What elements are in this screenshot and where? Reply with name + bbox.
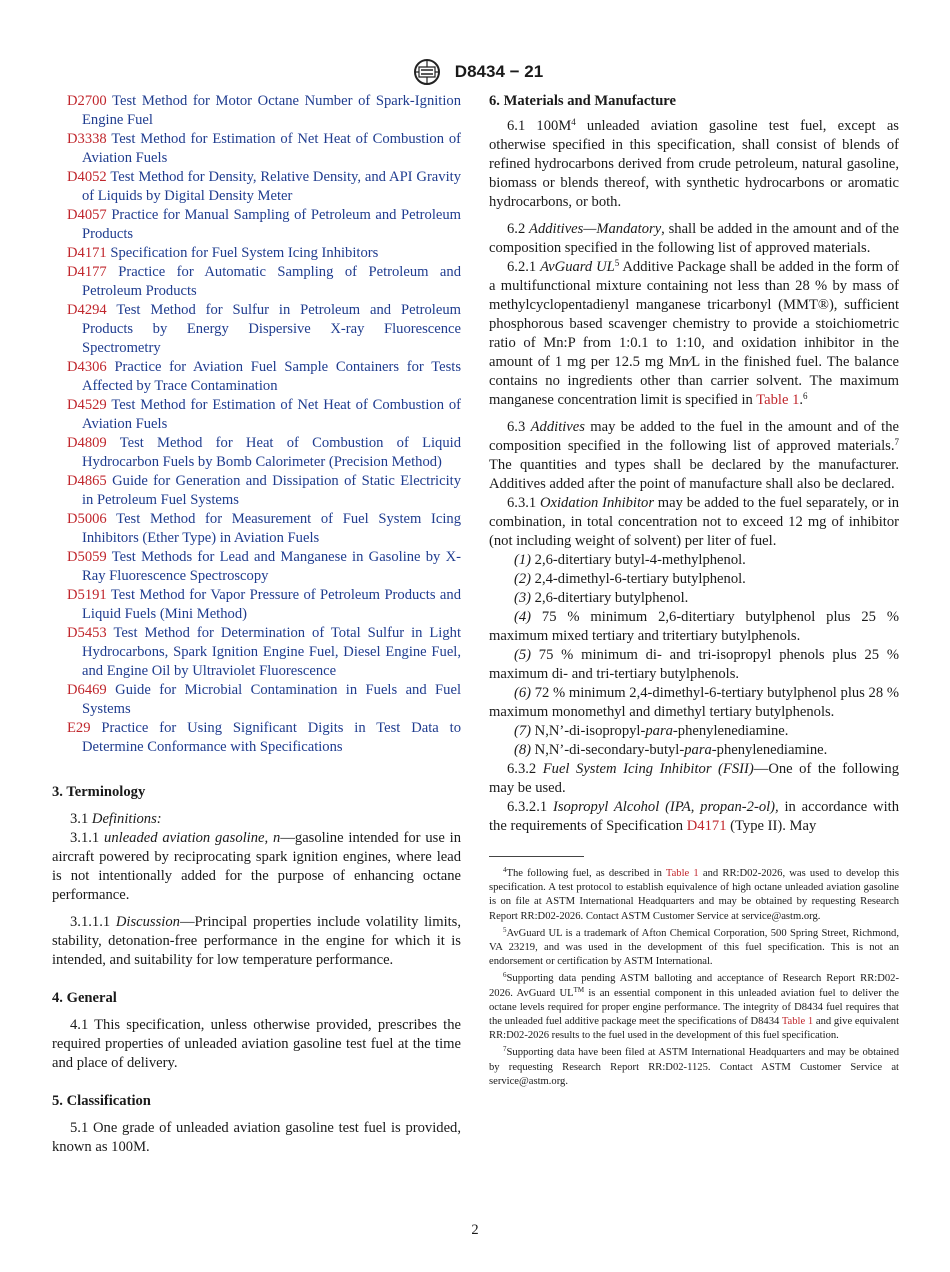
reference-item[interactable] <box>52 396 461 434</box>
reference-title[interactable]: Practice for Manual Sampling of Petroleum and Petroleum Products <box>82 207 461 242</box>
footnote-6: $^6$Supporting data pending ASTM balloting and acceptance of Research Report RR:D02-2026. AvGuard UL™ is an essential component in this unleaded aviation fuel to deliver the octane levels required for proper engine performance. The integrity of D8434 fuel requires that the unleaded fuel additive package meet the specifications of D8434 Table 1 and give equivalent RR:D02-2026 results to the fuel used in the development of this fuel specification. <box>489 971 900 1042</box>
footnote-7: $^7$Supporting data have been filed at ASTM International Headquarters and may be obtained by requesting Research Report RR:D02-1125. Contact ASTM Customer Service at service@astm.org. <box>489 1045 899 1087</box>
terminology-heading: 3. Terminology <box>52 784 146 800</box>
page-number: 2 <box>471 1222 479 1238</box>
reference-title[interactable]: Test Method for Estimation of Net Heat of Combustion of Aviation Fuels <box>82 131 461 166</box>
inhibitor-item-6: (6) 72 % minimum 2,4-dimethyl-6-tertiary butylphenol plus 28 % maximum monomethyl and dimethyl tertiary butylphenols. <box>489 685 899 720</box>
inhibitor-item-4: (4) 75 % minimum 2,6-ditertiary butylphenol plus 25 % maximum mixed tertiary and tritertiary butylphenols. <box>489 609 899 644</box>
inhibitor-item-5: (5) 75 % minimum di- and tri-isopropyl phenols plus 25 % maximum di- and tri-tertiary butylphenols. <box>489 647 899 682</box>
reference-item[interactable] <box>52 719 461 757</box>
table-1-link[interactable]: Table 1 <box>756 392 800 408</box>
para-6-3: 6.3 Additives may be added to the fuel in the amount and of the composition specified in the following list of approved materials.$^7$ The quantities and types shall be declared by the manufacturer. Additives added after the point of manufacture shall also be declared. <box>489 419 899 492</box>
inhibitor-item-3: (3) 2,6-ditertiary butylphenol. <box>514 590 689 606</box>
document-number: D8434 − 21 <box>454 62 544 81</box>
reference-title[interactable]: Test Method for Sulfur in Petroleum and Petroleum Products by Energy Dispersive X-ray Fluorescence Spectrometry <box>82 302 461 356</box>
reference-title[interactable]: Guide for Microbial Contamination in Fuels and Fuel Systems <box>82 682 461 717</box>
reference-title[interactable]: Practice for Automatic Sampling of Petroleum and Petroleum Products <box>82 264 462 299</box>
reference-item[interactable] <box>52 168 461 206</box>
reference-title[interactable]: Test Method for Vapor Pressure of Petroleum Products and Liquid Fuels (Mini Method) <box>82 587 461 622</box>
referenced-documents-list <box>52 92 461 757</box>
reference-item[interactable] <box>52 130 461 168</box>
reference-item[interactable] <box>52 434 461 472</box>
reference-item[interactable] <box>52 586 461 624</box>
reference-item[interactable] <box>52 358 461 396</box>
reference-title[interactable]: Practice for Aviation Fuel Sample Containers for Tests Affected by Trace Contamination <box>82 359 461 394</box>
reference-code[interactable]: D5006 <box>67 511 107 527</box>
para-3-1-1: 3.1.1 unleaded aviation gasoline, n—gasoline intended for use in aircraft powered by reciprocating spark ignition engines, where lead is not intentionally added for the purpose of enhancing octane performance. <box>52 830 461 903</box>
reference-item[interactable] <box>52 244 461 263</box>
para-6-3-2: 6.3.2 Fuel System Icing Inhibitor (FSII)—One of the following may be used. <box>489 761 899 796</box>
reference-code[interactable]: D6469 <box>67 682 107 698</box>
footnote6-table-1-link[interactable]: Table 1 <box>781 1016 814 1028</box>
right-column <box>489 92 899 1092</box>
reference-title[interactable]: Guide for Generation and Dissipation of Static Electricity in Petroleum Fuel Systems <box>82 473 461 508</box>
inhibitor-item-7: (7) N,N’-di-isopropyl-para-phenylenediamine. <box>514 723 789 739</box>
inhibitor-item-2: (2) 2,4-dimethyl-6-tertiary butylphenol. <box>514 571 746 587</box>
reference-title[interactable]: Test Method for Motor Octane Number of Spark-Ignition Engine Fuel <box>82 93 461 128</box>
footnote-5: $^5$AvGuard UL is a trademark of Afton Chemical Corporation, 500 Spring Street, Richmond, VA 23219, and was used in the development of this fuel specification. This is not an endorsement or certification by ASTM International. <box>489 925 899 968</box>
para-3-1: 3.1 Definitions: <box>70 811 162 827</box>
reference-title[interactable]: Test Method for Heat of Combustion of Liquid Hydrocarbon Fuels by Bomb Calorimeter (Precision Method) <box>82 435 461 470</box>
footnote-table-1-link[interactable]: Table 1 <box>665 868 699 879</box>
reference-code[interactable]: E29 <box>67 720 91 736</box>
reference-code[interactable]: D2700 <box>67 93 107 109</box>
reference-code[interactable]: D5059 <box>67 549 107 565</box>
reference-code[interactable]: D4865 <box>67 473 107 489</box>
para-5-1: 5.1 One grade of unleaded aviation gasoline test fuel is provided, known as 100M. <box>52 1120 461 1155</box>
para-3-1-1-1: 3.1.1.1 Discussion—Principal properties include volatility limits, stability, detonation-free performance in the engine for which it is intended, and suitability for low temperature performance. <box>52 914 462 968</box>
reference-title[interactable]: Practice for Using Significant Digits in Test Data to Determine Conformance with Specifications <box>82 720 461 755</box>
para-4-1: 4.1 This specification, unless otherwise provided, prescribes the required properties of unleaded aviation gasoline test fuel at the time and place of delivery. <box>52 1017 461 1071</box>
reference-item[interactable] <box>52 92 461 130</box>
reference-code[interactable]: D4171 <box>67 245 107 261</box>
inhibitor-item-8: (8) N,N’-di-secondary-butyl-para-phenylenediamine. <box>514 742 828 758</box>
reference-title[interactable]: Test Method for Density, Relative Density, and API Gravity of Liquids by Digital Density Meter <box>82 169 461 204</box>
astm-logo <box>407 58 447 86</box>
general-heading: 4. General <box>52 990 117 1006</box>
oxidation-inhibitor-list <box>489 551 899 722</box>
reference-code[interactable]: D3338 <box>67 131 107 147</box>
footnote-4: $^4$The following fuel, as described in Table 1 and RR:D02-2026, was used to develop this specification. A test protocol to establish equivalence of high octane unleaded aviation gasoline is on file at ASTM International Headquarters and may be obtained by requesting Research Report RR:D02-2026. Contact ASTM Customer Service at service@astm.org. <box>489 866 899 922</box>
reference-code[interactable]: D4306 <box>67 359 107 375</box>
reference-title[interactable]: Test Method for Measurement of Fuel System Icing Inhibitors (Ether Type) in Aviation Fuels <box>82 511 461 546</box>
footnote-rule <box>489 856 584 857</box>
reference-item[interactable] <box>52 548 461 586</box>
reference-code[interactable]: D4809 <box>67 435 107 451</box>
reference-code[interactable]: D5453 <box>67 625 107 641</box>
classification-heading: 5. Classification <box>52 1093 151 1109</box>
reference-item[interactable] <box>52 206 461 244</box>
reference-item[interactable] <box>52 681 461 719</box>
para-6-2: 6.2 Additives—Mandatory, shall be added in the amount and of the composition specified in the following list of approved materials. <box>489 221 899 256</box>
page-header <box>0 58 950 86</box>
left-column <box>52 92 461 1157</box>
para-6-1: 6.1 $100M^4$ unleaded aviation gasoline test fuel, except as otherwise specified in this specification, shall consist of blends of refined hydrocarbons derived from crude petroleum, natural gasoline, biomass or blends thereof, with synthetic hydrocarbons or aromatic hydrocarbons, or both. <box>489 117 899 210</box>
reference-code[interactable]: D4177 <box>67 264 107 280</box>
para-6-2-1: 6.2.1 AvGuard $UL^5$ Additive Package shall be added in the form of a multifunctional mixture containing not less than 28 % by mass of methylcyclopentadienyl manganese tricarbonyl (MMT®), sufficient phosphorous based scavenger chemistry to provide a stoichiometric ratio of Mn:P from 1:0.1 to 1:10, and oxidation inhibitor in the amount of 1 mg per 12.5 mg Mn⁄L in the finished fuel. The balance contains no ingredients other than carrier solvent. The maximum manganese concentration limit is specified in Table 1.$^6$ <box>489 258 899 408</box>
materials-heading: 6. Materials and Manufacture <box>489 93 676 109</box>
reference-item[interactable] <box>52 263 461 301</box>
reference-code[interactable]: D4294 <box>67 302 107 318</box>
reference-item[interactable] <box>52 510 461 548</box>
reference-code[interactable]: D4052 <box>67 169 107 185</box>
reference-title[interactable]: Test Method for Estimation of Net Heat of Combustion of Aviation Fuels <box>82 397 461 432</box>
reference-code[interactable]: D4057 <box>67 207 107 223</box>
reference-item[interactable] <box>52 301 461 358</box>
d4171-link[interactable]: D4171 <box>686 818 727 834</box>
para-6-3-2-1: 6.3.2.1 Isopropyl Alcohol (IPA, propan-2-ol), in accordance with the requirements of Specification D4171 (Type II). May <box>489 799 899 834</box>
reference-title[interactable]: Specification for Fuel System Icing Inhibitors <box>110 245 379 261</box>
reference-item[interactable] <box>52 472 461 510</box>
para-6-3-1: 6.3.1 Oxidation Inhibitor may be added to the fuel separately, or in combination, in total concentration not to exceed 12 mg of inhibitor (not including weight of solvent) per liter of fuel. <box>489 495 899 549</box>
reference-item[interactable] <box>52 624 461 681</box>
reference-title[interactable]: Test Method for Determination of Total Sulfur in Light Hydrocarbons, Spark Ignition Engine Fuel, Diesel Engine Fuel, and Engine Oil by Ultraviolet Fluorescence <box>82 625 461 679</box>
inhibitor-item-1: (1) 2,6-ditertiary butyl-4-methylphenol. <box>514 552 746 568</box>
reference-code[interactable]: D5191 <box>67 587 107 603</box>
reference-code[interactable]: D4529 <box>67 397 107 413</box>
reference-title[interactable]: Test Methods for Lead and Manganese in Gasoline by X-Ray Fluorescence Spectroscopy <box>82 549 461 584</box>
